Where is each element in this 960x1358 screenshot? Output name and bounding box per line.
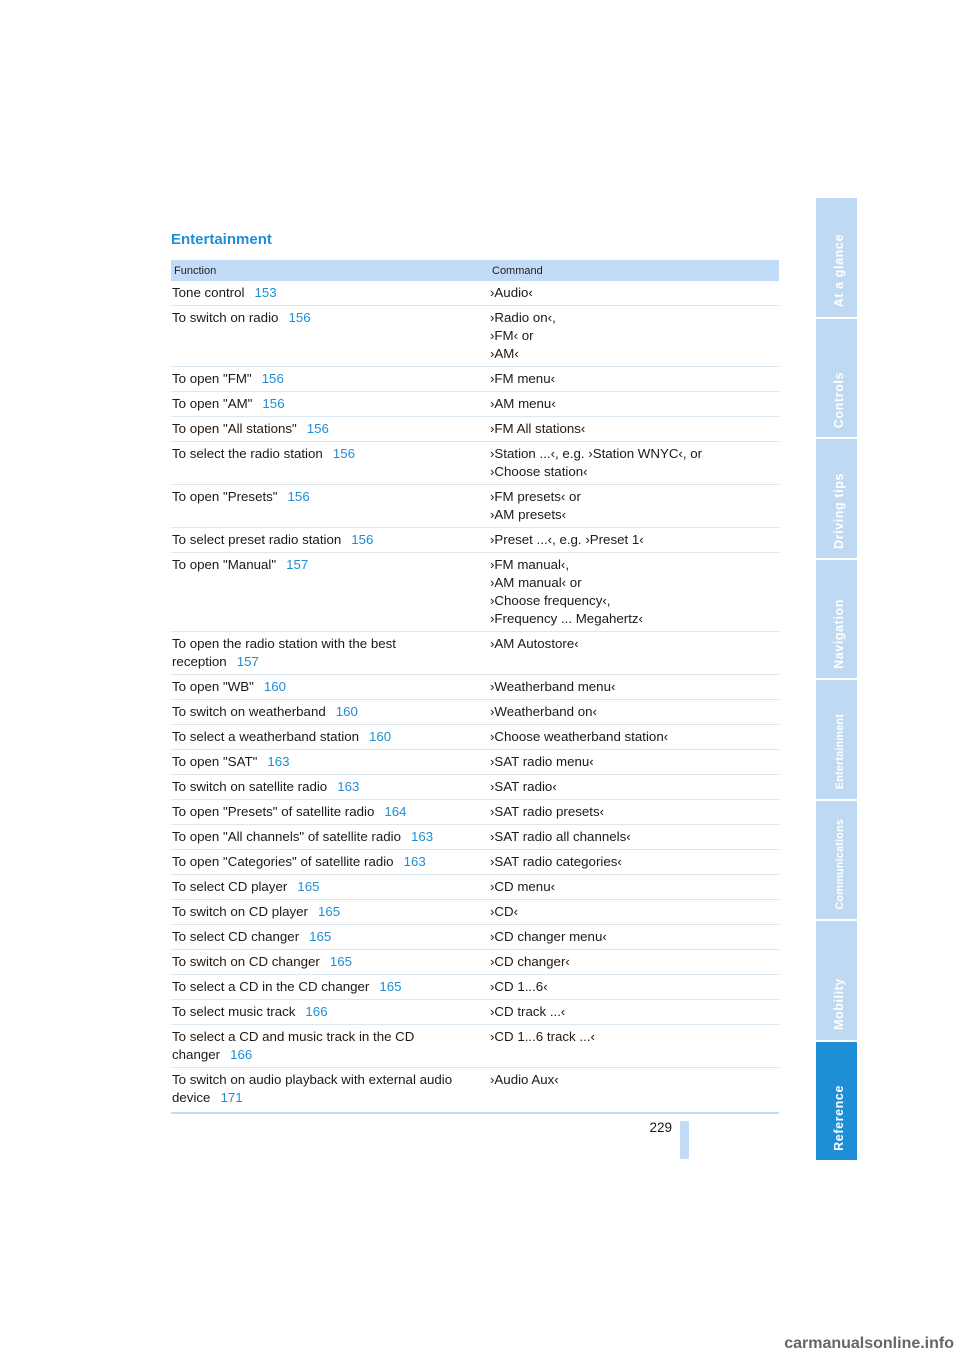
voice-command: ›SAT radio presets‹ <box>490 804 605 819</box>
page-number: 229 <box>649 1120 672 1135</box>
command-cell <box>489 1025 779 1068</box>
voice-command: ›Audio Aux‹ <box>490 1072 559 1087</box>
voice-command: ›AM‹ <box>490 346 519 361</box>
command-cell <box>489 975 779 1000</box>
function-cell <box>171 306 489 367</box>
table-row <box>171 392 779 417</box>
function-text: To open "Categories" of satellite radio <box>172 854 394 869</box>
function-cell <box>171 417 489 442</box>
table-row <box>171 1025 779 1068</box>
page-reference-link[interactable]: 157 <box>236 654 259 669</box>
column-header-function: Function <box>171 260 489 281</box>
function-cell <box>171 875 489 900</box>
tab-label: At a glance <box>832 234 846 308</box>
command-cell <box>489 900 779 925</box>
page-reference-link[interactable]: 160 <box>369 729 392 744</box>
function-cell <box>171 825 489 850</box>
voice-command: ›Choose weatherband station‹ <box>490 729 669 744</box>
page-reference-link[interactable]: 156 <box>351 532 374 547</box>
function-text: To select the radio station <box>172 446 323 461</box>
function-cell <box>171 442 489 485</box>
function-text: To select CD player <box>172 879 288 894</box>
page-reference-link[interactable]: 165 <box>297 879 320 894</box>
tab-navigation[interactable] <box>816 560 857 681</box>
function-cell <box>171 632 489 675</box>
command-cell <box>489 950 779 975</box>
function-cell <box>171 675 489 700</box>
function-cell <box>171 925 489 950</box>
voice-command: ›Choose station‹ <box>490 464 588 479</box>
table-row <box>171 825 779 850</box>
function-cell <box>171 975 489 1000</box>
page-reference-link[interactable]: 160 <box>263 679 287 694</box>
function-text: Tone control <box>172 285 245 300</box>
function-text: To select preset radio station <box>172 532 342 547</box>
function-text: To select a weatherband station <box>172 729 360 744</box>
table-row <box>171 1000 779 1025</box>
command-cell <box>489 392 779 417</box>
command-cell <box>489 306 779 367</box>
function-cell <box>171 367 489 392</box>
function-text: To select a CD and music track in the CD changer <box>172 1029 415 1062</box>
tab-label: Reference <box>832 1085 846 1151</box>
voice-command: ›CD 1...6‹ <box>490 979 548 994</box>
table-row <box>171 700 779 725</box>
command-cell <box>489 367 779 392</box>
function-text: To select a CD in the CD changer <box>172 979 370 994</box>
command-cell <box>489 850 779 875</box>
page-reference-link[interactable]: 156 <box>288 310 311 325</box>
function-cell <box>171 1000 489 1025</box>
function-text: To open "Presets" of satellite radio <box>172 804 375 819</box>
function-cell <box>171 850 489 875</box>
voice-command: ›CD 1...6 track ...‹ <box>490 1029 595 1044</box>
command-cell <box>489 875 779 900</box>
table-row <box>171 850 779 875</box>
voice-command: ›FM menu‹ <box>490 371 556 386</box>
function-cell <box>171 800 489 825</box>
page-number-bar <box>680 1121 689 1159</box>
page-reference-link[interactable]: 153 <box>254 285 277 300</box>
voice-command: ›Station ...‹, e.g. ›Station WNYC‹, or <box>490 446 703 461</box>
table-row <box>171 417 779 442</box>
command-cell <box>489 553 779 632</box>
function-text: To switch on weatherband <box>172 704 326 719</box>
function-text: To open "AM" <box>172 396 253 411</box>
page-reference-link[interactable]: 164 <box>384 804 407 819</box>
function-text: To switch on CD changer <box>172 954 320 969</box>
page-reference-link[interactable]: 156 <box>261 371 284 386</box>
function-text: To switch on CD player <box>172 904 308 919</box>
table-row <box>171 900 779 925</box>
voice-command: ›Audio‹ <box>490 285 533 300</box>
command-cell <box>489 417 779 442</box>
function-text: To open "SAT" <box>172 754 258 769</box>
column-header-command: Command <box>489 260 779 281</box>
command-cell <box>489 800 779 825</box>
tab-label: Communications <box>834 819 846 910</box>
function-text: To switch on radio <box>172 310 279 325</box>
voice-command: ›CD changer menu‹ <box>490 929 607 944</box>
function-cell <box>171 528 489 553</box>
page-reference-link[interactable]: 156 <box>306 421 329 436</box>
table-row <box>171 306 779 367</box>
page-reference-link[interactable]: 163 <box>403 854 426 869</box>
voice-command: ›FM‹ or <box>490 328 534 343</box>
function-text: To open "WB" <box>172 679 254 694</box>
tab-label: Navigation <box>832 599 846 669</box>
function-cell <box>171 900 489 925</box>
page-reference-link[interactable]: 163 <box>267 754 290 769</box>
command-cell <box>489 442 779 485</box>
table-row <box>171 750 779 775</box>
function-text: To open "All stations" <box>172 421 297 436</box>
voice-command: ›AM manual‹ or <box>490 575 582 590</box>
page-reference-link[interactable]: 165 <box>309 929 332 944</box>
function-cell <box>171 281 489 306</box>
section-index-tabs <box>816 198 857 1160</box>
voice-command: ›Weatherband menu‹ <box>490 679 616 694</box>
command-table <box>171 260 779 1114</box>
voice-command: ›CD menu‹ <box>490 879 556 894</box>
page-reference-link[interactable]: 165 <box>329 954 352 969</box>
tab-label: Mobility <box>832 978 846 1031</box>
function-text: To open "All channels" of satellite radio <box>172 829 401 844</box>
voice-command: ›FM presets‹ or <box>490 489 581 504</box>
page-reference-link[interactable]: 165 <box>317 904 341 919</box>
function-cell <box>171 485 489 528</box>
command-cell <box>489 632 779 675</box>
voice-command: ›SAT radio menu‹ <box>490 754 594 769</box>
command-cell <box>489 925 779 950</box>
table-row <box>171 950 779 975</box>
tab-communications[interactable] <box>816 801 857 922</box>
voice-command: ›Radio on‹, <box>490 310 556 325</box>
voice-command: ›Frequency ... Megahertz‹ <box>490 611 643 626</box>
table-header-row <box>171 260 779 281</box>
tab-label: Controls <box>832 371 846 428</box>
voice-command: ›FM All stations‹ <box>490 421 586 436</box>
voice-command: ›CD‹ <box>490 904 519 919</box>
command-cell <box>489 528 779 553</box>
voice-command: ›SAT radio categories‹ <box>490 854 622 869</box>
command-cell <box>489 725 779 750</box>
function-text: To open "FM" <box>172 371 252 386</box>
function-text: To open "Manual" <box>172 557 277 572</box>
page-reference-link[interactable]: 156 <box>287 489 310 504</box>
tab-label: Entertainment <box>834 714 846 790</box>
table-row <box>171 675 779 700</box>
page-reference-link[interactable]: 165 <box>379 979 402 994</box>
voice-command: ›SAT radio all channels‹ <box>490 829 631 844</box>
tab-entertainment[interactable] <box>816 680 857 801</box>
table-row <box>171 725 779 750</box>
function-cell <box>171 750 489 775</box>
voice-command: ›AM Autostore‹ <box>490 636 579 651</box>
tab-controls[interactable] <box>816 319 857 440</box>
function-text: To select music track <box>172 1004 296 1019</box>
command-cell <box>489 1068 779 1114</box>
function-text: To switch on audio playback with external audio device <box>172 1072 453 1105</box>
command-cell <box>489 700 779 725</box>
page-reference-link[interactable]: 157 <box>286 557 309 572</box>
function-cell <box>171 553 489 632</box>
command-cell <box>489 485 779 528</box>
table-row <box>171 632 779 675</box>
table-row <box>171 800 779 825</box>
tab-mobility[interactable] <box>816 921 857 1042</box>
page-reference-link[interactable]: 171 <box>220 1090 243 1105</box>
table-row <box>171 367 779 392</box>
voice-command: ›Preset ...‹, e.g. ›Preset 1‹ <box>490 532 644 547</box>
tab-driving-tips[interactable] <box>816 439 857 560</box>
command-cell <box>489 675 779 700</box>
table-row <box>171 442 779 485</box>
command-cell <box>489 281 779 306</box>
function-cell <box>171 950 489 975</box>
command-cell <box>489 750 779 775</box>
command-cell <box>489 825 779 850</box>
voice-command: ›AM menu‹ <box>490 396 556 411</box>
table-row <box>171 281 779 306</box>
function-cell <box>171 1068 489 1114</box>
voice-command: ›CD track ...‹ <box>490 1004 566 1019</box>
page-reference-link[interactable]: 166 <box>230 1047 253 1062</box>
tab-at-a-glance[interactable] <box>816 198 857 319</box>
tab-label: Driving tips <box>832 472 846 549</box>
page-reference-link[interactable]: 156 <box>262 396 285 411</box>
command-cell <box>489 775 779 800</box>
command-cell <box>489 1000 779 1025</box>
watermark: carmanualsonline.info <box>784 1335 954 1352</box>
voice-command: ›FM manual‹, <box>490 557 570 572</box>
function-text: To open the radio station with the best reception <box>172 636 396 669</box>
table-row <box>171 1068 779 1114</box>
function-cell <box>171 392 489 417</box>
table-row <box>171 925 779 950</box>
function-cell <box>171 700 489 725</box>
page-reference-link[interactable]: 160 <box>335 704 358 719</box>
function-cell <box>171 725 489 750</box>
table-row <box>171 975 779 1000</box>
page-reference-link[interactable]: 156 <box>332 446 355 461</box>
page-reference-link[interactable]: 163 <box>337 779 360 794</box>
page-reference-link[interactable]: 166 <box>305 1004 328 1019</box>
table-row <box>171 875 779 900</box>
section-title: Entertainment <box>171 231 272 248</box>
table-row <box>171 775 779 800</box>
function-text: To open "Presets" <box>172 489 278 504</box>
table-row <box>171 528 779 553</box>
voice-command: ›Weatherband on‹ <box>490 704 597 719</box>
function-cell <box>171 1025 489 1068</box>
voice-command: ›Choose frequency‹, <box>490 593 611 608</box>
table-row <box>171 553 779 632</box>
voice-command: ›SAT radio‹ <box>490 779 557 794</box>
function-cell <box>171 775 489 800</box>
voice-command: ›CD changer‹ <box>490 954 570 969</box>
function-text: To switch on satellite radio <box>172 779 328 794</box>
page-reference-link[interactable]: 163 <box>410 829 434 844</box>
voice-command: ›AM presets‹ <box>490 507 567 522</box>
function-text: To select CD changer <box>172 929 300 944</box>
table-body <box>171 281 779 1113</box>
table-row <box>171 485 779 528</box>
tab-reference[interactable] <box>816 1042 857 1161</box>
